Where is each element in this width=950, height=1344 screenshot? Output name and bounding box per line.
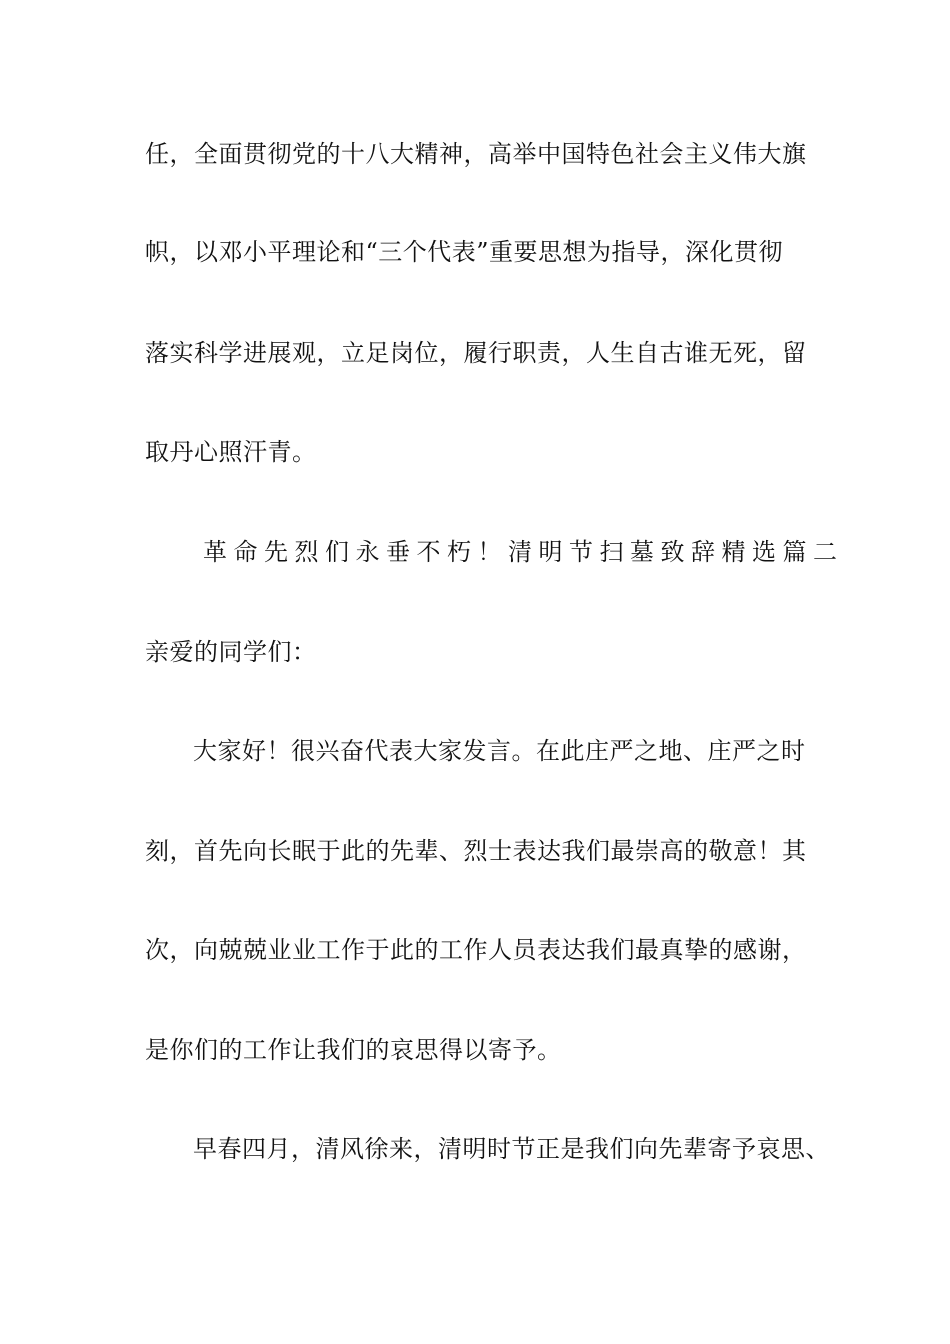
text-line: 取丹心照汗青。	[145, 438, 317, 466]
text-line: 任，全面贯彻党的十八大精神，高举中国特色社会主义伟大旗	[145, 140, 807, 168]
paragraph-start: 大家好！很兴奋代表大家发言。在此庄严之地、庄严之时	[193, 737, 806, 765]
text-line: 落实科学进展观，立足岗位，履行职责，人生自古谁无死，留	[145, 339, 807, 367]
text-line: 帜，以邓小平理论和“三个代表”重要思想为指导，深化贯彻	[145, 238, 784, 266]
salutation: 亲爱的同学们：	[145, 638, 317, 666]
text-line: 是你们的工作让我们的哀思得以寄予。	[145, 1036, 562, 1064]
text-line: 次，向兢兢业业工作于此的工作人员表达我们最真挚的感谢，	[145, 936, 807, 964]
paragraph-start: 早春四月，清风徐来，清明时节正是我们向先辈寄予哀思、	[193, 1135, 830, 1163]
text-line: 刻，首先向长眠于此的先辈、烈士表达我们最崇高的敬意！其	[145, 837, 807, 865]
section-title: 革命先烈们永垂不朽！清明节扫墓致辞精选篇二	[203, 538, 844, 566]
